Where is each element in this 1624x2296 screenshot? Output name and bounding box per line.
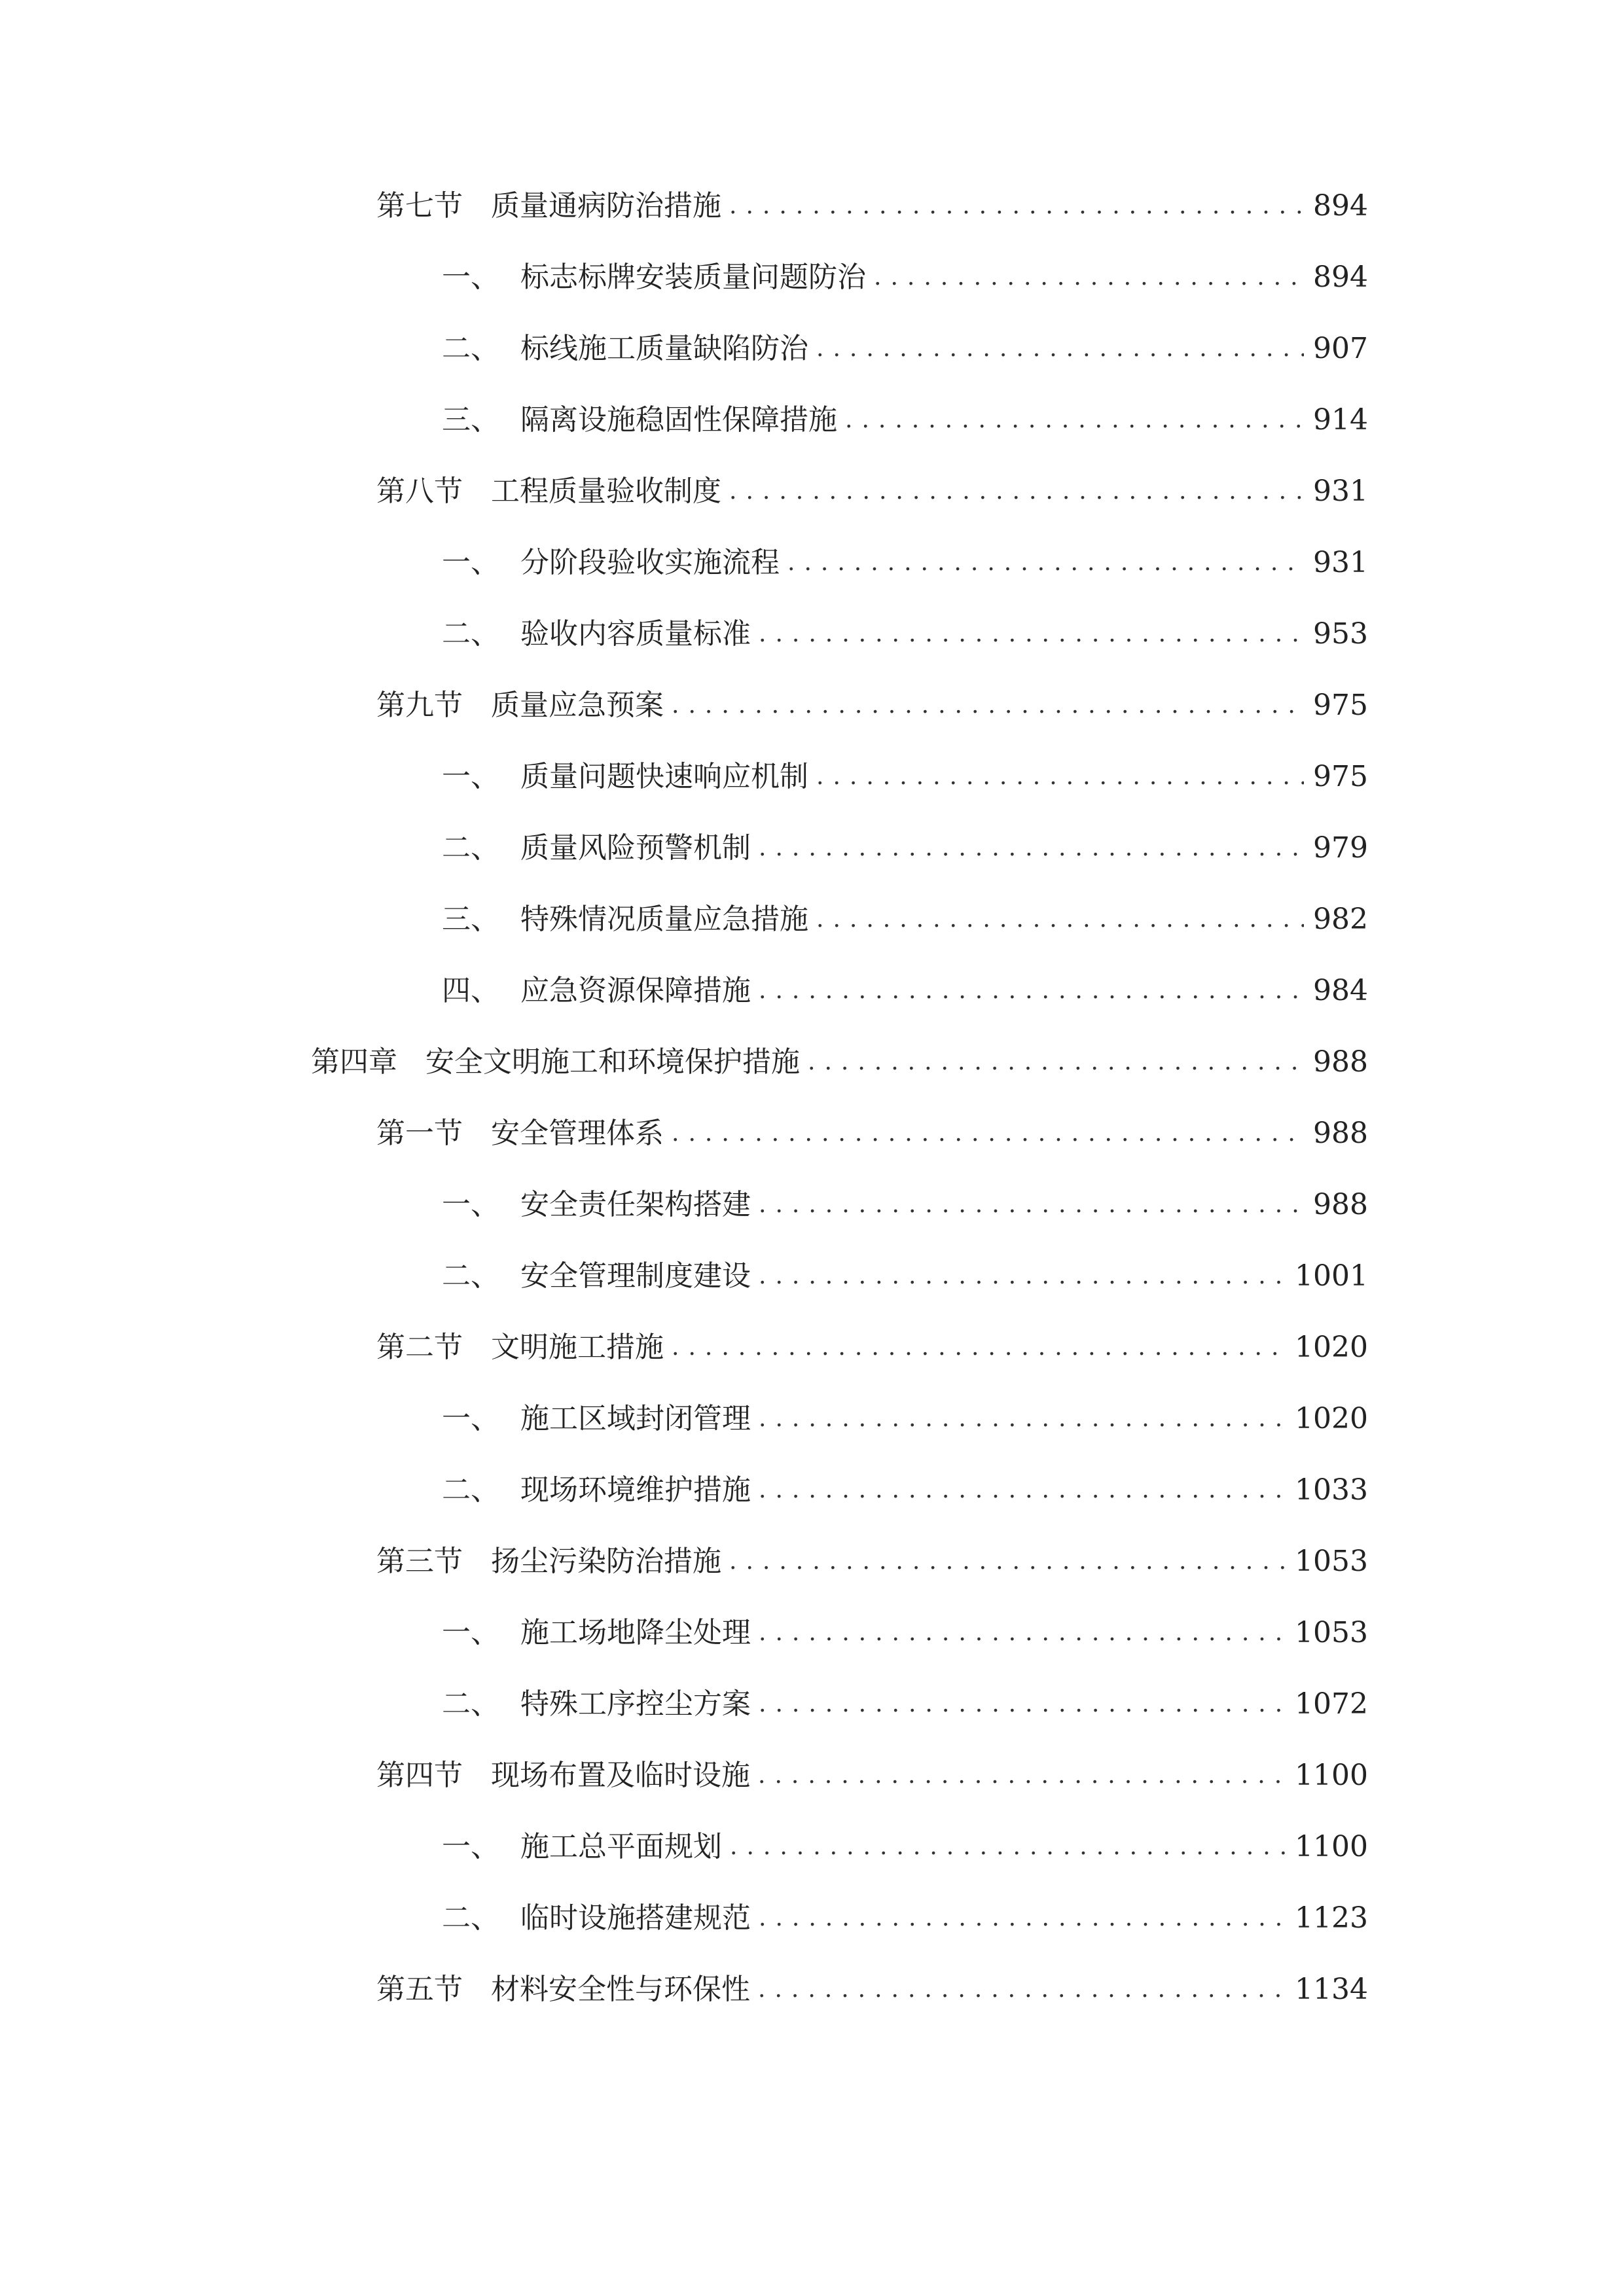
toc-entry[interactable] xyxy=(442,751,1368,803)
toc-entry-number: 一、 xyxy=(442,760,499,793)
toc-entry-page-number: 975 xyxy=(1313,689,1368,722)
toc-entry-title: 安全责任架构搭建 xyxy=(520,1188,751,1221)
toc-entry[interactable] xyxy=(442,251,1368,304)
toc-dot-leader xyxy=(816,323,1304,375)
toc-entry-title: 工程质量验收制度 xyxy=(491,475,721,508)
toc-entry[interactable] xyxy=(442,1464,1368,1516)
toc-entry[interactable] xyxy=(442,537,1368,589)
toc-dot-leader xyxy=(758,1964,1286,2016)
toc-dot-leader xyxy=(759,1892,1286,1945)
toc-dot-leader xyxy=(729,1535,1286,1588)
toc-dot-leader xyxy=(808,1036,1304,1088)
toc-dot-leader xyxy=(672,1321,1286,1374)
toc-entry[interactable] xyxy=(442,1892,1368,1945)
toc-entry-title: 安全管理体系 xyxy=(491,1117,664,1150)
toc-entry-title: 分阶段验收实施流程 xyxy=(520,546,780,579)
toc-entry-page-number: 953 xyxy=(1313,617,1368,651)
toc-entry-title: 标线施工质量缺陷防治 xyxy=(520,332,808,365)
toc-dot-leader xyxy=(759,1678,1286,1731)
toc-entry-page-number: 988 xyxy=(1313,1188,1368,1221)
toc-entry-title: 施工区域封闭管理 xyxy=(520,1402,751,1435)
toc-dot-leader xyxy=(759,965,1304,1017)
toc-entry-page-number: 1123 xyxy=(1295,1901,1368,1935)
toc-entry-title: 施工总平面规划 xyxy=(520,1830,722,1863)
toc-entry-page-number: 894 xyxy=(1313,189,1368,223)
toc-entry-number: 第三节 xyxy=(376,1545,463,1578)
toc-entry-number: 二、 xyxy=(442,1687,499,1721)
toc-dot-leader xyxy=(759,608,1304,660)
toc-entry-page-number: 1033 xyxy=(1295,1473,1368,1507)
toc-dot-leader xyxy=(759,1250,1286,1302)
toc-dot-leader xyxy=(759,1607,1286,1659)
toc-dot-leader xyxy=(845,394,1304,446)
toc-entry-page-number: 988 xyxy=(1313,1117,1368,1150)
toc-entry-page-number: 1001 xyxy=(1295,1259,1368,1293)
toc-entry[interactable] xyxy=(376,180,1368,232)
toc-entry-number: 三、 xyxy=(442,403,499,437)
toc-entry[interactable] xyxy=(376,1107,1368,1160)
toc-entry-page-number: 975 xyxy=(1313,760,1368,793)
toc-entry-number: 第九节 xyxy=(376,689,463,722)
toc-entry-title: 现场布置及临时设施 xyxy=(491,1759,750,1792)
toc-entry-title: 现场环境维护措施 xyxy=(520,1473,751,1507)
toc-entry-page-number: 914 xyxy=(1313,403,1368,437)
toc-entry[interactable] xyxy=(442,822,1368,874)
toc-entry[interactable] xyxy=(376,1535,1368,1588)
toc-entry-number: 第一节 xyxy=(376,1117,463,1150)
toc-entry-page-number: 894 xyxy=(1313,260,1368,294)
toc-dot-leader xyxy=(759,1179,1304,1231)
toc-entry-number: 三、 xyxy=(442,903,499,936)
toc-entry-page-number: 1134 xyxy=(1295,1973,1368,2006)
toc-entry[interactable] xyxy=(376,465,1368,518)
toc-entry-page-number: 931 xyxy=(1313,475,1368,508)
toc-dot-leader xyxy=(874,251,1304,304)
toc-entry-title: 质量风险预警机制 xyxy=(520,831,751,865)
toc-entry-number: 第二节 xyxy=(376,1331,463,1364)
toc-entry[interactable] xyxy=(442,965,1368,1017)
toc-entry-number: 一、 xyxy=(442,1616,499,1649)
toc-entry-title: 质量问题快速响应机制 xyxy=(520,760,808,793)
toc-entry-number: 四、 xyxy=(442,974,499,1007)
toc-entry[interactable] xyxy=(442,1179,1368,1231)
toc-entry-page-number: 982 xyxy=(1313,903,1368,936)
toc-entry[interactable] xyxy=(442,1250,1368,1302)
toc-entry-page-number: 1053 xyxy=(1295,1545,1368,1578)
toc-entry-title: 质量通病防治措施 xyxy=(491,189,721,223)
toc-entry-number: 一、 xyxy=(442,260,499,294)
toc-entry-number: 一、 xyxy=(442,1402,499,1435)
toc-entry[interactable] xyxy=(376,679,1368,732)
toc-entry-page-number: 1020 xyxy=(1295,1331,1368,1364)
toc-entry-number: 一、 xyxy=(442,1830,499,1863)
toc-entry-title: 隔离设施稳固性保障措施 xyxy=(520,403,837,437)
toc-entry-number: 一、 xyxy=(442,1188,499,1221)
toc-dot-leader xyxy=(729,180,1304,232)
toc-entry-page-number: 984 xyxy=(1313,974,1368,1007)
toc-entry-title: 标志标牌安装质量问题防治 xyxy=(520,260,866,294)
toc-entry-title: 质量应急预案 xyxy=(491,689,664,722)
toc-entry-number: 第五节 xyxy=(376,1973,463,2006)
toc-dot-leader xyxy=(759,822,1304,874)
toc-entry[interactable] xyxy=(442,608,1368,660)
toc-entry-title: 文明施工措施 xyxy=(491,1331,664,1364)
toc-entry-page-number: 979 xyxy=(1313,831,1368,865)
toc-entry-title: 材料安全性与环保性 xyxy=(491,1973,750,2006)
toc-entry-title: 临时设施搭建规范 xyxy=(520,1901,751,1935)
toc-entry-title: 特殊工序控尘方案 xyxy=(520,1687,751,1721)
toc-dot-leader xyxy=(672,1107,1304,1160)
toc-entry-number: 二、 xyxy=(442,1473,499,1507)
toc-dot-leader xyxy=(758,1749,1286,1802)
toc-entry-title: 验收内容质量标准 xyxy=(520,617,751,651)
toc-entry-page-number: 1100 xyxy=(1295,1759,1368,1792)
toc-dot-leader xyxy=(759,1393,1286,1445)
toc-entry-number: 第四节 xyxy=(376,1759,463,1792)
toc-dot-leader xyxy=(816,751,1304,803)
toc-dot-leader xyxy=(729,465,1304,518)
toc-entry[interactable] xyxy=(442,1678,1368,1731)
toc-entry-title: 特殊情况质量应急措施 xyxy=(520,903,808,936)
toc-entry-page-number: 1100 xyxy=(1295,1830,1368,1863)
toc-entry-page-number: 1072 xyxy=(1295,1687,1368,1721)
toc-dot-leader xyxy=(730,1821,1286,1873)
toc-entry[interactable] xyxy=(442,1607,1368,1659)
toc-entry[interactable] xyxy=(376,1749,1368,1802)
toc-dot-leader xyxy=(787,537,1304,589)
toc-entry[interactable] xyxy=(442,1393,1368,1445)
toc-entry[interactable] xyxy=(311,1036,1368,1088)
toc-entry-number: 第七节 xyxy=(376,189,463,223)
toc-entry-page-number: 1020 xyxy=(1295,1402,1368,1435)
toc-entry-number: 二、 xyxy=(442,1259,499,1293)
toc-entry-number: 二、 xyxy=(442,332,499,365)
toc-entry-number: 第八节 xyxy=(376,475,463,508)
toc-entry-number: 二、 xyxy=(442,831,499,865)
toc-entry-page-number: 907 xyxy=(1313,332,1368,365)
toc-entry-number: 一、 xyxy=(442,546,499,579)
toc-dot-leader xyxy=(672,679,1304,732)
toc-entry[interactable] xyxy=(376,1321,1368,1374)
toc-entry[interactable] xyxy=(442,394,1368,446)
toc-entry-title: 扬尘污染防治措施 xyxy=(491,1545,721,1578)
toc-dot-leader xyxy=(816,893,1304,946)
toc-entry-number: 二、 xyxy=(442,617,499,651)
toc-entry-title: 应急资源保障措施 xyxy=(520,974,751,1007)
toc-entry[interactable] xyxy=(442,893,1368,946)
toc-entry-number: 二、 xyxy=(442,1901,499,1935)
toc-entry-page-number: 931 xyxy=(1313,546,1368,579)
toc-entry[interactable] xyxy=(442,323,1368,375)
toc-entry[interactable] xyxy=(442,1821,1368,1873)
toc-entry[interactable] xyxy=(376,1964,1368,2016)
toc-entry-title: 安全文明施工和环境保护措施 xyxy=(425,1045,800,1079)
toc-entry-page-number: 1053 xyxy=(1295,1616,1368,1649)
toc-entry-title: 安全管理制度建设 xyxy=(520,1259,751,1293)
toc-entry-page-number: 988 xyxy=(1313,1045,1368,1079)
toc-entry-title: 施工场地降尘处理 xyxy=(520,1616,751,1649)
toc-dot-leader xyxy=(759,1464,1286,1516)
toc-entry-number: 第四章 xyxy=(311,1045,397,1079)
